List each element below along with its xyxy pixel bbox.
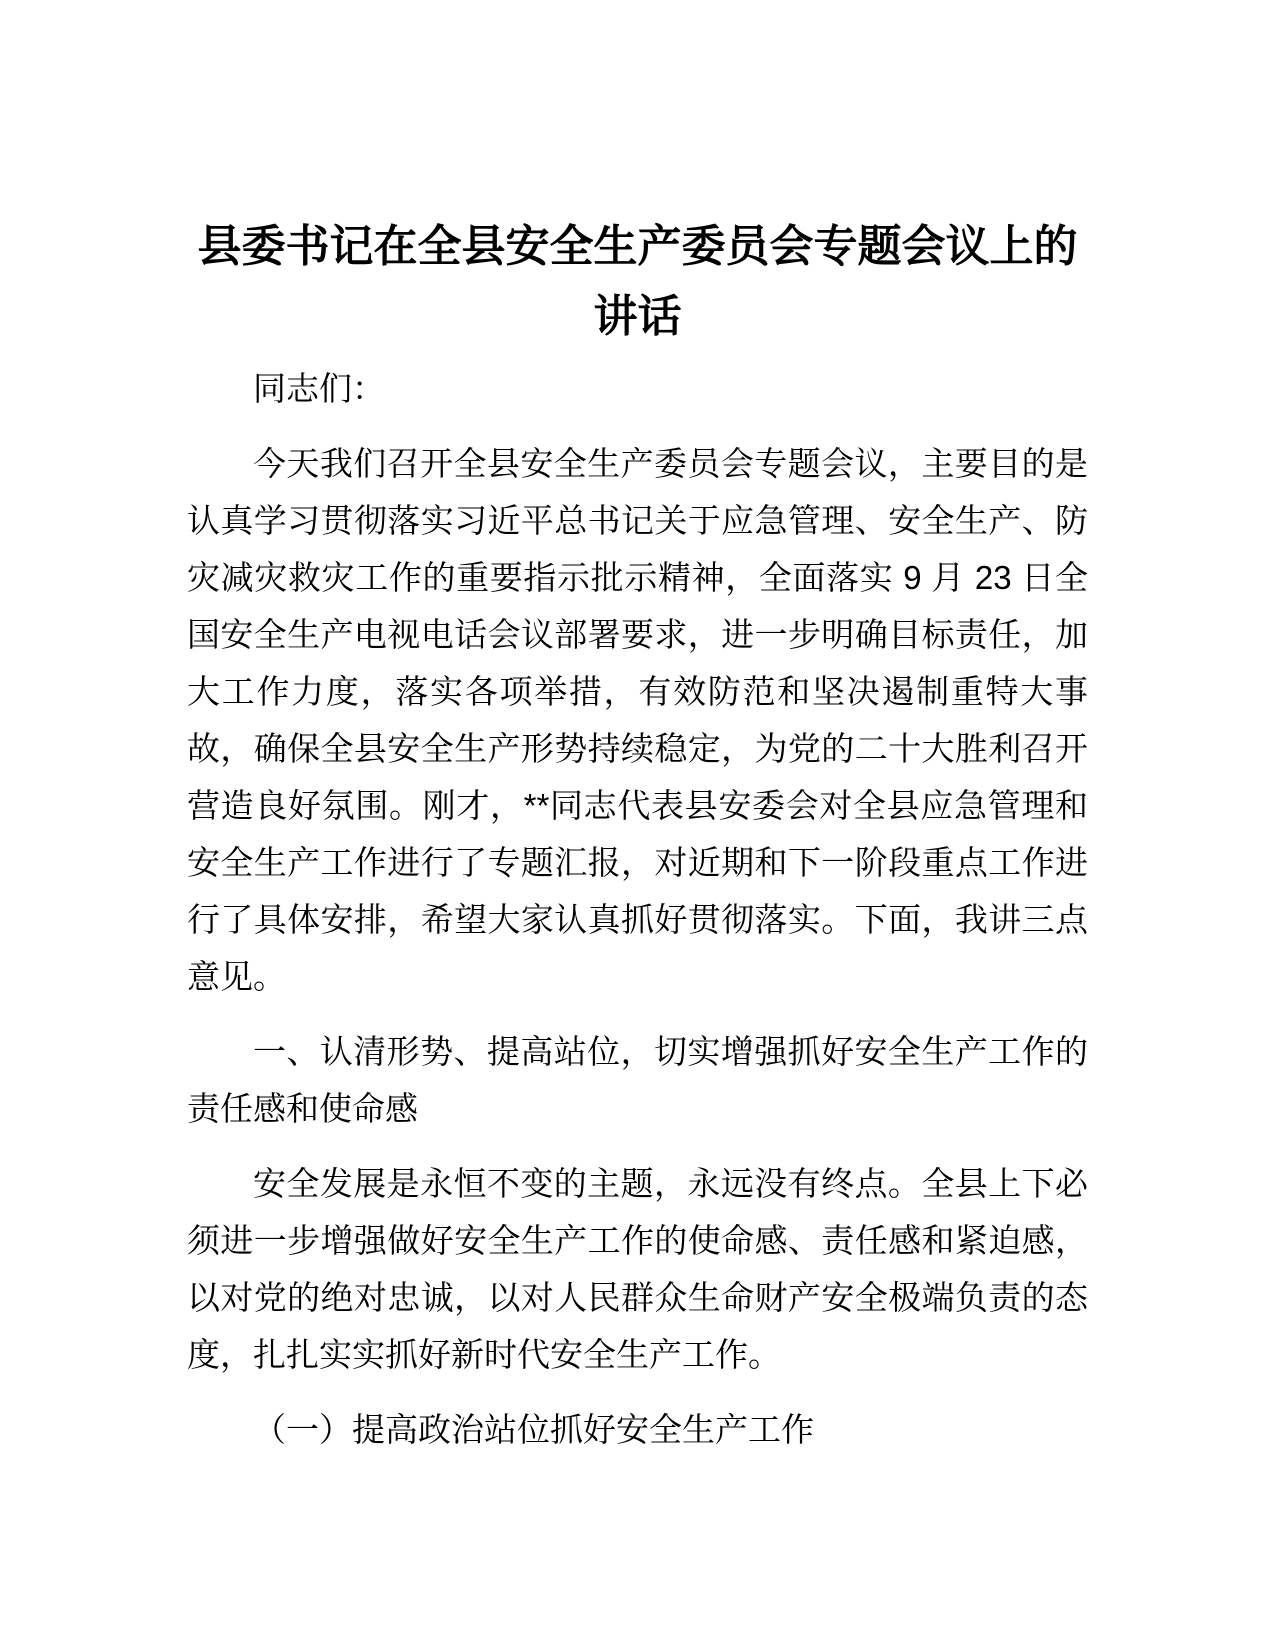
paragraph	[187, 435, 1088, 1005]
title-line: 讲话	[593, 292, 682, 341]
text-line: 行了具体安排，希望大家认真抓好贯彻落实。下面，我讲三点	[187, 901, 1088, 938]
text-line: 度，扎扎实实抓好新时代安全生产工作。	[187, 1336, 781, 1373]
text-line: 营造良好氛围。刚才，**同志代表县安委会对全县应急管理和	[187, 787, 1088, 824]
text-line: 一、认清形势、提高站位，切实增强抓好安全生产工作的	[253, 1033, 1088, 1070]
paragraph	[187, 360, 1088, 417]
text-line: 安全发展是永恒不变的主题，永远没有终点。全县上下必	[253, 1165, 1088, 1202]
text-line: 国安全生产电视电话会议部署要求，进一步明确目标责任，加	[187, 616, 1088, 653]
text-line: 大工作力度，落实各项举措，有效防范和坚决遏制重特大事	[187, 673, 1088, 710]
text-line: 须进一步增强做好安全生产工作的使命感、责任感和紧迫感，	[187, 1222, 1088, 1259]
text-line: 以对党的绝对忠诚，以对人民群众生命财产安全极端负责的态	[187, 1279, 1088, 1316]
text-line: 意见。	[187, 958, 286, 995]
text-line: 安全生产工作进行了专题汇报，对近期和下一阶段重点工作进	[187, 844, 1088, 881]
text-line: 同志们：	[253, 370, 385, 407]
document-body	[187, 360, 1088, 1458]
text-line: 责任感和使命感	[187, 1090, 418, 1127]
text-line: （一）提高政治站位抓好安全生产工作	[253, 1411, 814, 1448]
text-line: 灾减灾救灾工作的重要指示批示精神，全面落实 9 月 23 日全	[187, 559, 1088, 596]
document-title	[187, 212, 1088, 352]
paragraph	[187, 1401, 1088, 1458]
title-line: 县委书记在全县安全生产委员会专题会议上的	[197, 222, 1078, 271]
paragraph	[187, 1023, 1088, 1137]
text-line: 故，确保全县安全生产形势持续稳定，为党的二十大胜利召开	[187, 730, 1088, 767]
paragraph	[187, 1155, 1088, 1383]
text-line: 今天我们召开全县安全生产委员会专题会议，主要目的是	[253, 445, 1088, 482]
text-line: 认真学习贯彻落实习近平总书记关于应急管理、安全生产、防	[187, 502, 1088, 539]
